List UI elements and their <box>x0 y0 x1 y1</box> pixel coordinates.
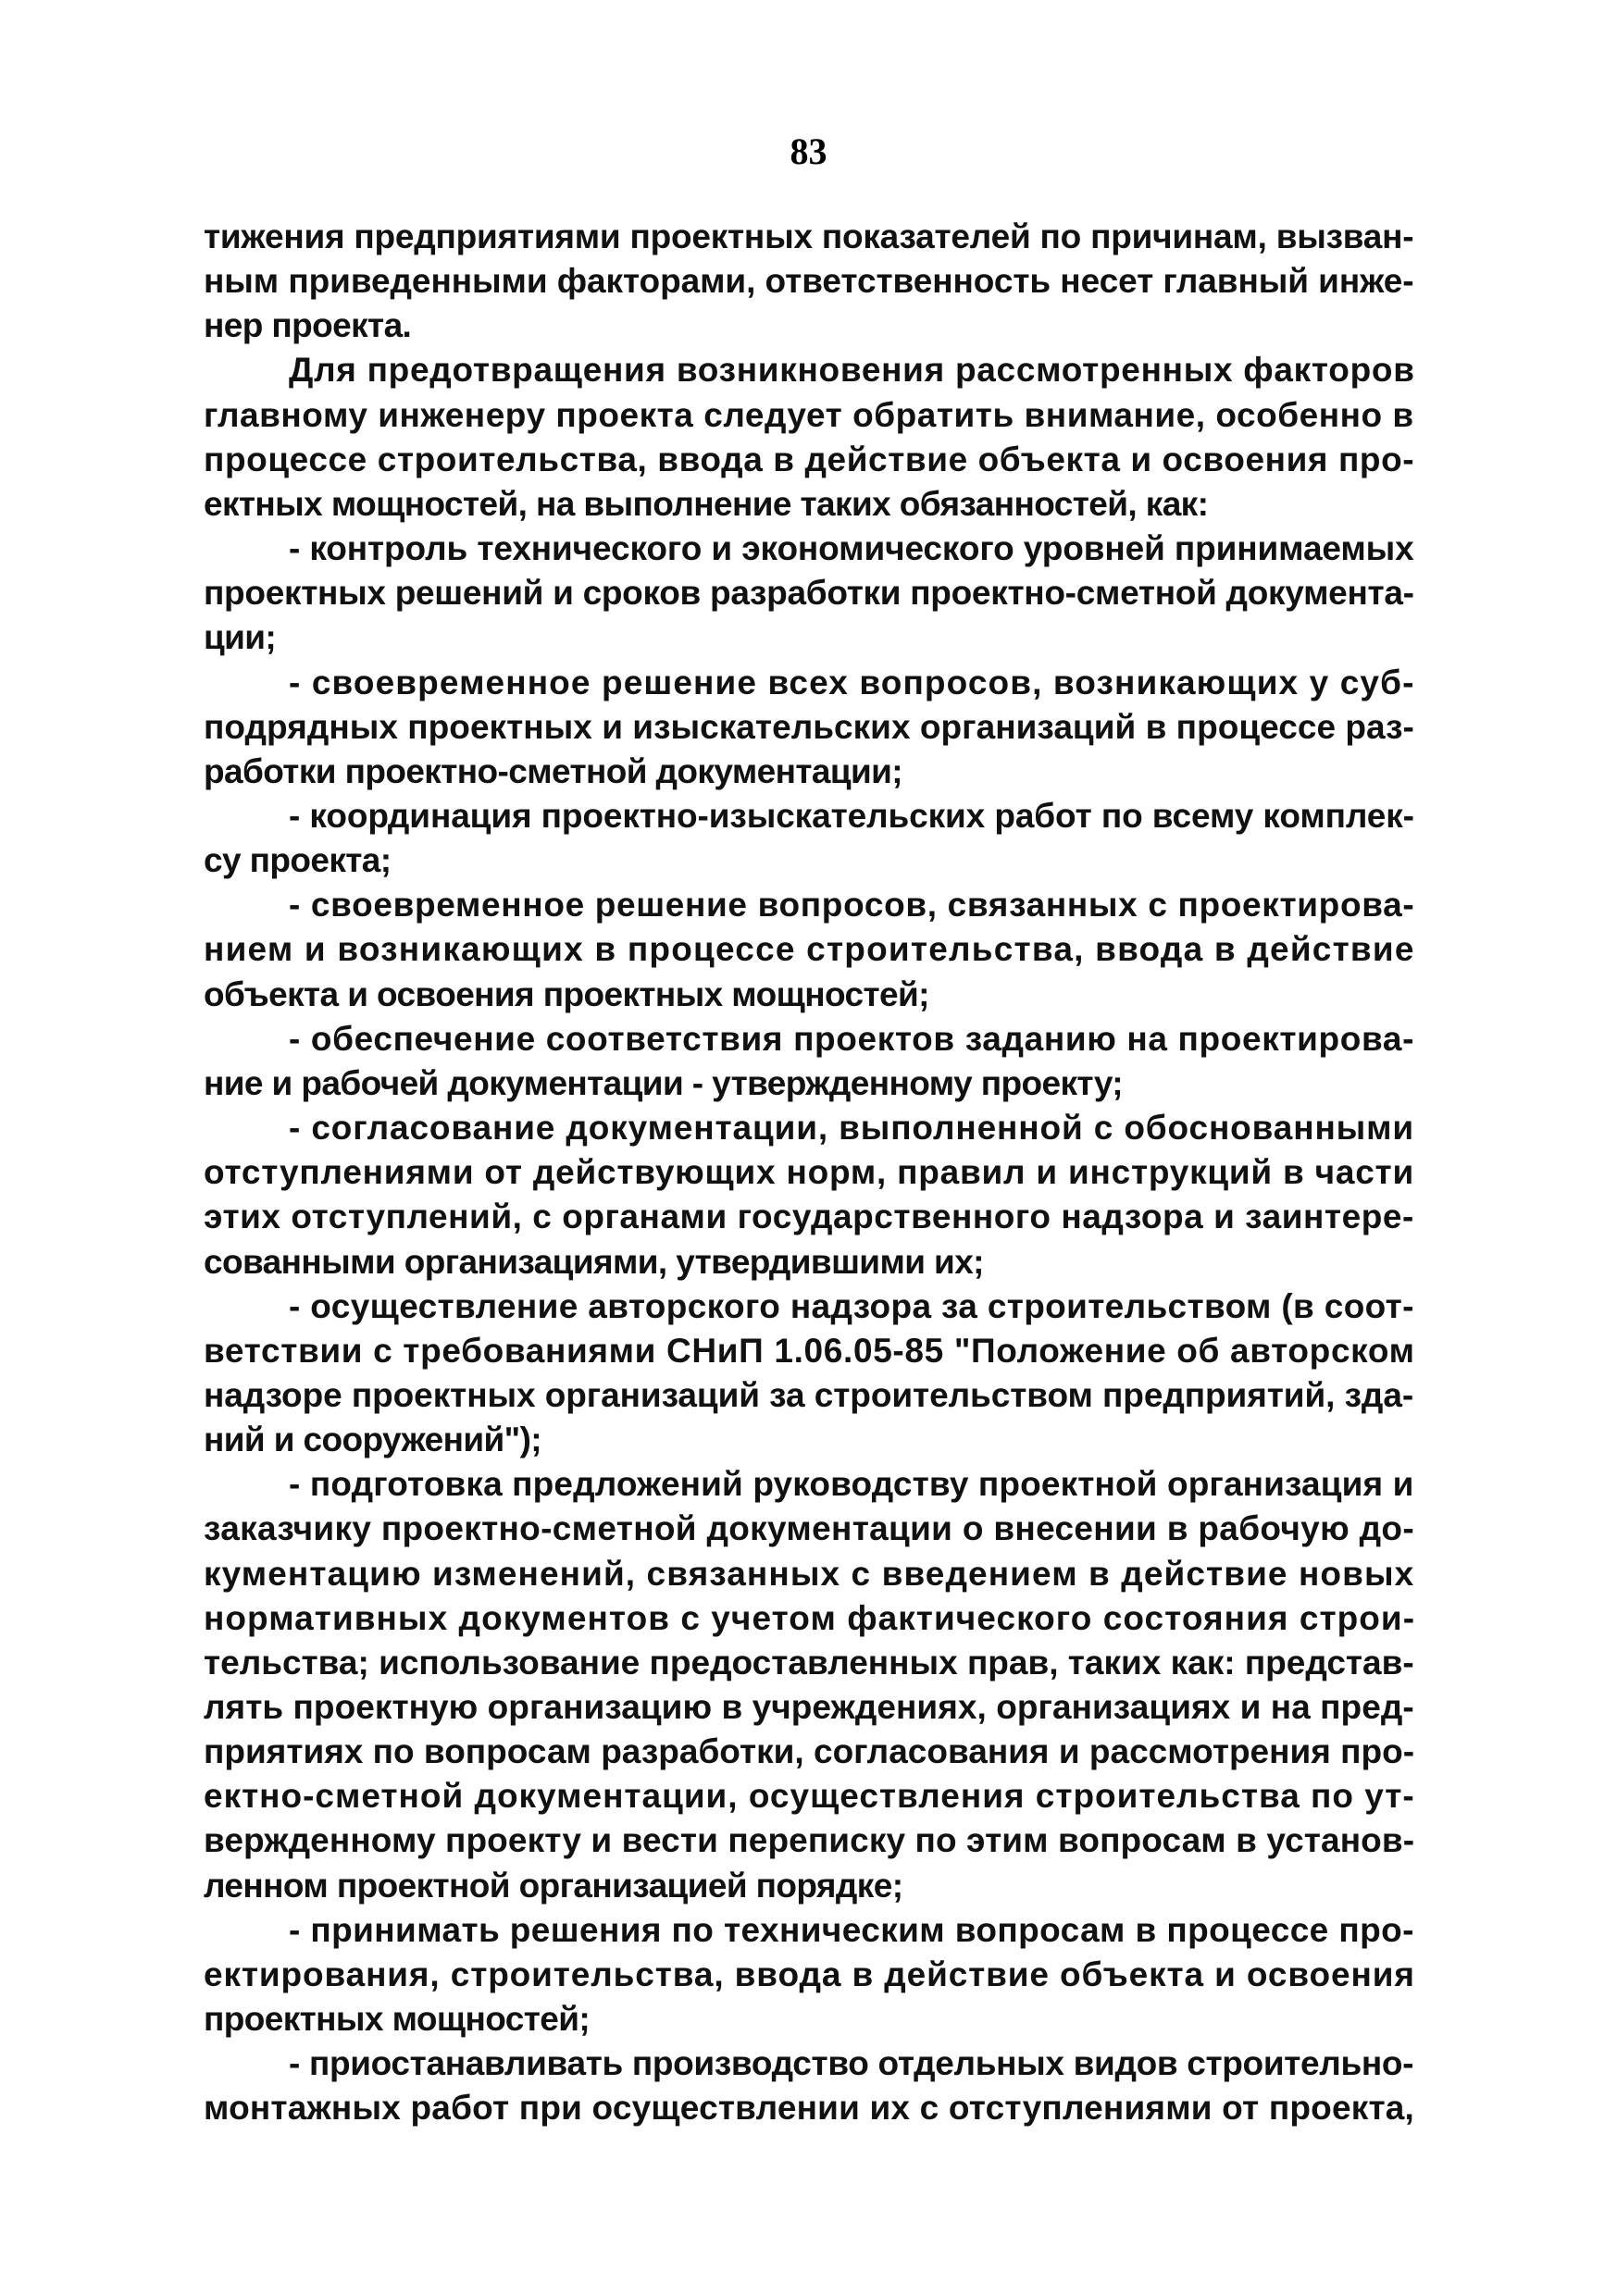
text-line: нер проекта. <box>204 306 412 345</box>
text-line: ний и сооружений"); <box>204 1421 542 1458</box>
text-line: ние и рабочей документации - утвержденному проекту; <box>204 1063 1124 1102</box>
text-line: подрядных проектных и изыскательских организаций в процессе раз- <box>204 707 1414 746</box>
text-line: сованными организациями, утвердившими их; <box>204 1242 984 1281</box>
text-line: объекта и освоения проектных мощностей; <box>204 974 929 1013</box>
text-line: - своевременное решение всех вопросов, возникающих у суб- <box>289 663 1415 701</box>
text-line: - своевременное решение вопросов, связанных с проектирова- <box>289 886 1415 925</box>
text-line: - подготовка предложений руководству проектной организация и <box>289 1465 1414 1504</box>
text-line: проектных мощностей; <box>204 2000 591 2038</box>
text-line: ектных мощностей, на выполнение таких обязанностей, как: <box>204 484 1209 523</box>
text-line: нием и возникающих в процессе строительства, ввода в действие <box>204 930 1415 969</box>
text-line: - контроль технического и экономического уровней принимаемых <box>289 529 1414 567</box>
text-line: ектирования, строительства, ввода в действие объекта и освоения <box>204 1955 1415 1993</box>
text-line: - осуществление авторского надзора за строительством (в соот- <box>289 1286 1414 1325</box>
text-line: нормативных документов с учетом фактического состояния строи- <box>204 1598 1416 1637</box>
page-number: 83 <box>790 130 827 172</box>
text-line: отступлениями от действующих норм, правил и инструкций в части <box>204 1153 1414 1192</box>
text-line: - принимать решения по техническим вопросам в процессе про- <box>289 1910 1414 1949</box>
text-line: монтажных работ при осуществлении их с отступлениями от проекта, <box>204 2089 1415 2128</box>
text-line: этих отступлений, с органами государственного надзора и заинтере- <box>204 1198 1414 1236</box>
text-line: - координация проектно-изыскательских работ по всему комплек- <box>289 796 1414 835</box>
text-line: лять проектную организацию в учреждениях, организациях и на пред- <box>204 1688 1414 1726</box>
text-line: тельства; использование предоставленных прав, таких как: представ- <box>204 1643 1414 1682</box>
text-line: Для предотвращения возникновения рассмотренных факторов <box>289 351 1415 390</box>
text-line: - согласование документации, выполненной с обоснованными <box>289 1109 1415 1147</box>
text-line: - приостанавливать производство отдельных видов строительно- <box>289 2044 1414 2083</box>
text-line: тижения предприятиями проектных показателей по причинам, вызван- <box>204 217 1414 255</box>
text-line: ции; <box>204 618 277 657</box>
text-line: заказчику проектно-сметной документации о внесении в рабочую до- <box>204 1509 1414 1548</box>
text-line: надзоре проектных организаций за строительством предприятий, зда- <box>204 1375 1414 1414</box>
text-line: проектных решений и сроков разработки проектно-сметной документа- <box>204 574 1414 613</box>
text-line: ным приведенными факторами, ответственность несет главный инже- <box>204 262 1414 301</box>
text-line: главному инженеру проекта следует обратить внимание, особенно в <box>204 395 1414 434</box>
text-line: работки проектно-сметной документации; <box>204 751 902 790</box>
text-line: ветствии с требованиями СНиП 1.06.05-85 "Положение об авторском <box>204 1331 1415 1370</box>
text-line: су проекта; <box>204 841 392 880</box>
text-line: приятиях по вопросам разработки, согласования и рассмотрения про- <box>204 1732 1415 1771</box>
text-line: - обеспечение соответствия проектов заданию на проектирова- <box>289 1019 1415 1058</box>
text-line: ектно-сметной документации, осуществления строительства по ут- <box>204 1777 1415 1816</box>
text-line: процессе строительства, ввода в действие объекта и освоения про- <box>204 440 1415 478</box>
text-line: вержденному проекту и вести переписку по этим вопросам в установ- <box>204 1821 1415 1860</box>
text-line: кументацию изменений, связанных с введением в действие новых <box>204 1554 1415 1593</box>
text-line: ленном проектной организацией порядке; <box>204 1866 903 1905</box>
